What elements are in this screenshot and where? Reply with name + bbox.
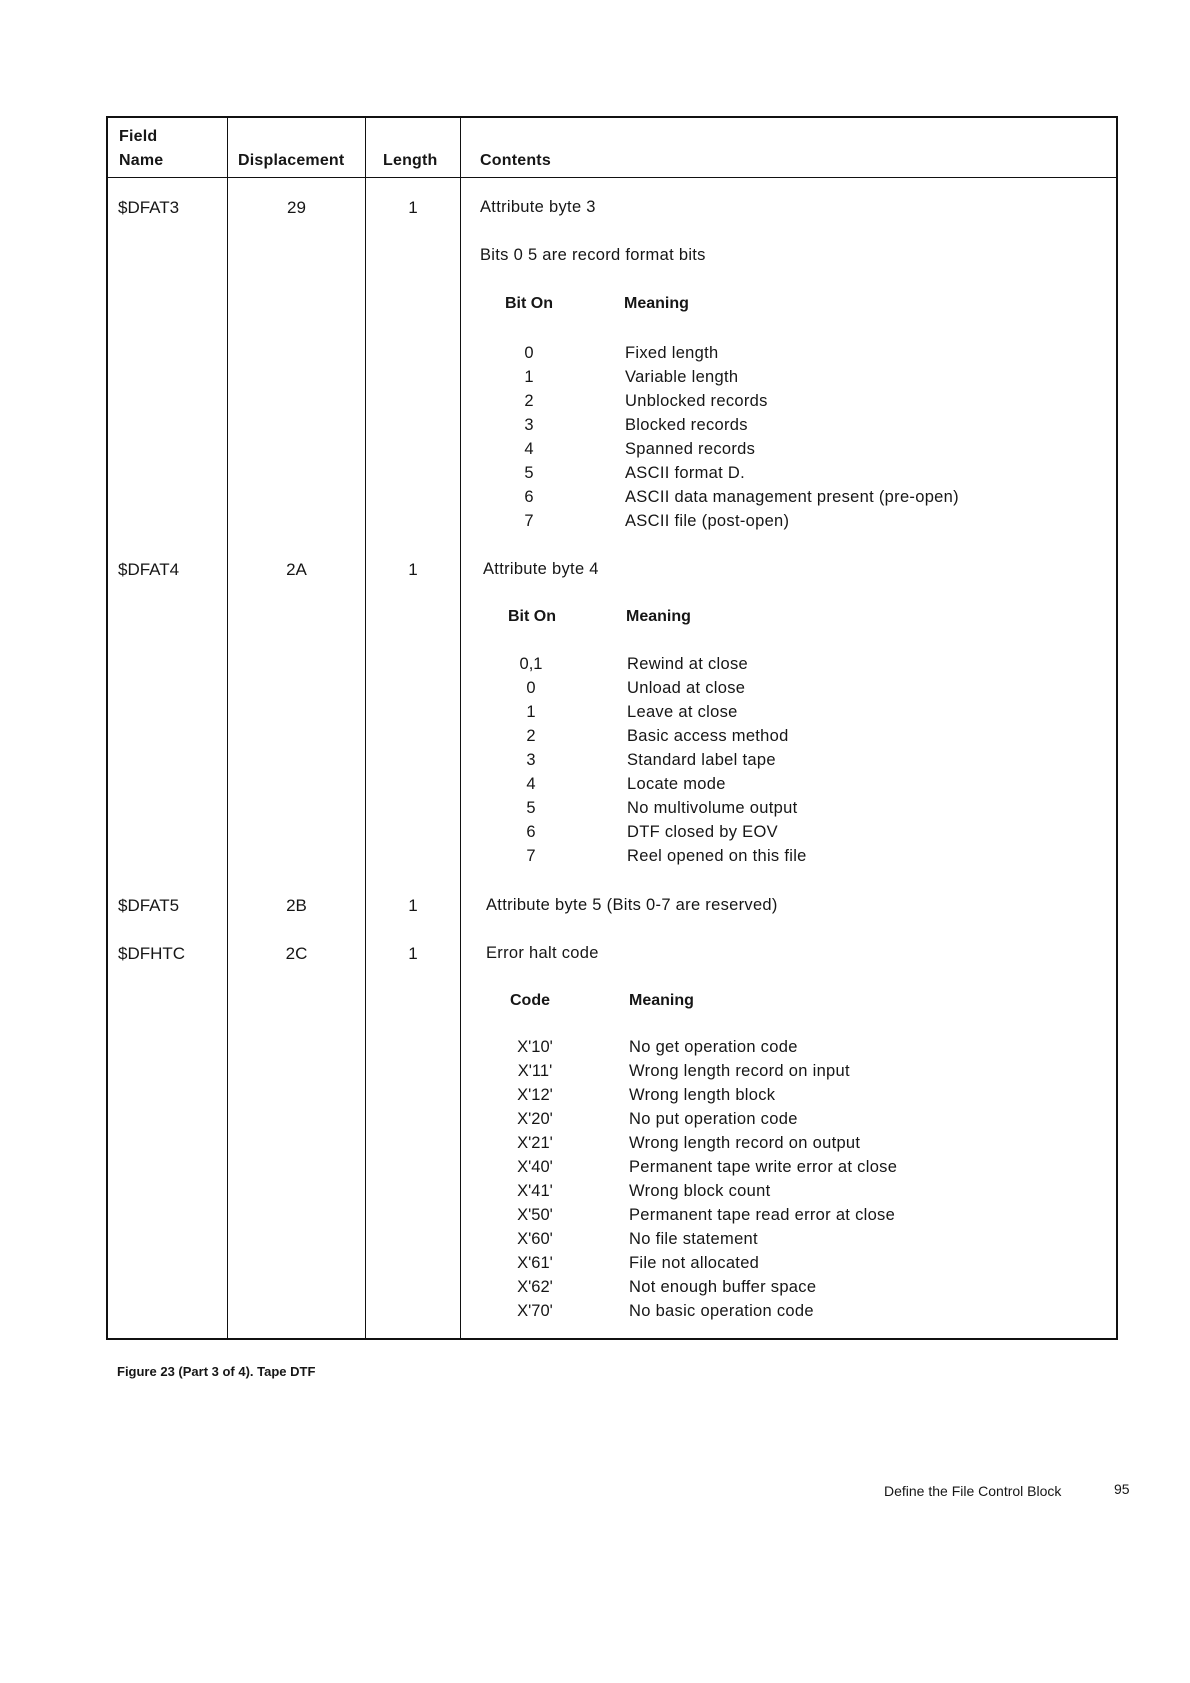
entry-code: X'41' [517, 1182, 553, 1200]
sub-header-code: Bit On [505, 295, 553, 312]
entry-meaning: Wrong length record on input [629, 1062, 850, 1080]
entry-meaning: Wrong length record on output [629, 1134, 861, 1152]
entry-meaning: File not allocated [629, 1254, 760, 1272]
entry-code: 7 [524, 512, 534, 530]
sub-header-meaning: Meaning [626, 608, 691, 625]
displacement-value: 2A [286, 560, 307, 579]
entry-code: 5 [524, 464, 534, 482]
entry-meaning: Standard label tape [627, 751, 776, 769]
figure-caption: Figure 23 (Part 3 of 4). Tape DTF [117, 1364, 316, 1379]
entry-code: X'60' [517, 1230, 553, 1248]
entry-meaning: Spanned records [625, 440, 756, 458]
sub-header-meaning: Meaning [629, 992, 694, 1009]
entry-code: X'12' [517, 1086, 553, 1104]
entry-code: 2 [526, 727, 536, 745]
length-value: 1 [408, 198, 418, 217]
entry-code: 7 [526, 847, 536, 865]
entry-meaning: Basic access method [627, 727, 789, 745]
field-name: $DFAT5 [118, 896, 180, 915]
entry-meaning: Permanent tape write error at close [629, 1158, 898, 1176]
field-name: $DFAT4 [118, 560, 180, 579]
entry-meaning: Locate mode [627, 775, 726, 793]
entry-code: X'50' [517, 1206, 553, 1224]
entry-meaning: Rewind at close [627, 655, 748, 673]
entry-code: 0 [526, 679, 536, 697]
entry-meaning: No put operation code [629, 1110, 798, 1128]
entry-meaning: DTF closed by EOV [627, 823, 778, 841]
entry-meaning: Wrong length block [629, 1086, 776, 1104]
entry-code: 0,1 [519, 655, 543, 673]
entry-meaning: Variable length [625, 368, 739, 386]
entry-code: X'70' [517, 1302, 553, 1320]
entry-meaning: Blocked records [625, 416, 748, 434]
entry-meaning: Permanent tape read error at close [629, 1206, 896, 1224]
entry-code: 5 [526, 799, 536, 817]
entry-code: 4 [526, 775, 536, 793]
sub-header-meaning: Meaning [624, 295, 689, 312]
contents-description: Error halt code [486, 944, 599, 962]
sub-header-code: Code [510, 992, 550, 1009]
field-name: $DFHTC [118, 944, 186, 963]
entry-meaning: Unblocked records [625, 392, 768, 410]
length-value: 1 [408, 560, 418, 579]
contents-note: Bits 0 5 are record format bits [480, 246, 706, 264]
entry-code: X'11' [517, 1062, 553, 1080]
entry-meaning: Reel opened on this file [627, 847, 807, 865]
displacement-value: 29 [287, 198, 306, 217]
entry-code: 1 [524, 368, 534, 386]
header-name: Name [119, 152, 164, 169]
length-value: 1 [408, 896, 418, 915]
field-table [106, 116, 1118, 1340]
entry-meaning: Wrong block count [629, 1182, 771, 1200]
footer-title: Define the File Control Block [884, 1483, 1062, 1499]
contents-description: Attribute byte 3 [480, 198, 596, 216]
column-divider [227, 118, 228, 1338]
entry-meaning: ASCII file (post-open) [625, 512, 790, 530]
entry-code: 2 [524, 392, 534, 410]
field-name: $DFAT3 [118, 198, 180, 217]
header-length: Length [383, 152, 438, 169]
entry-meaning: No basic operation code [629, 1302, 814, 1320]
contents-description: Attribute byte 5 (Bits 0-7 are reserved) [486, 896, 778, 914]
entry-code: 0 [524, 344, 534, 362]
entry-code: X'20' [517, 1110, 553, 1128]
length-value: 1 [408, 944, 418, 963]
entry-code: X'21' [517, 1134, 553, 1152]
displacement-value: 2B [286, 896, 307, 915]
entry-code: X'40' [517, 1158, 553, 1176]
entry-code: 1 [526, 703, 536, 721]
contents-description: Attribute byte 4 [483, 560, 599, 578]
entry-meaning: Not enough buffer space [629, 1278, 817, 1296]
entry-meaning: Unload at close [627, 679, 746, 697]
entry-code: 3 [524, 416, 534, 434]
entry-code: 3 [526, 751, 536, 769]
entry-code: 6 [526, 823, 536, 841]
entry-meaning: No get operation code [629, 1038, 798, 1056]
column-divider [365, 118, 366, 1338]
entry-meaning: Leave at close [627, 703, 738, 721]
page-number: 95 [1114, 1481, 1130, 1497]
header-displacement: Displacement [238, 152, 345, 169]
displacement-value: 2C [285, 944, 308, 963]
sub-header-code: Bit On [508, 608, 556, 625]
entry-code: X'61' [517, 1254, 553, 1272]
entry-code: 4 [524, 440, 534, 458]
entry-meaning: No file statement [629, 1230, 758, 1248]
entry-code: X'10' [517, 1038, 553, 1056]
entry-meaning: ASCII format D. [625, 464, 746, 482]
header-divider [108, 177, 1116, 178]
entry-code: X'62' [517, 1278, 553, 1296]
entry-meaning: Fixed length [625, 344, 719, 362]
entry-meaning: ASCII data management present (pre-open) [625, 488, 959, 506]
column-divider [460, 118, 461, 1338]
header-field: Field [119, 128, 158, 145]
entry-meaning: No multivolume output [627, 799, 798, 817]
header-contents: Contents [480, 152, 551, 169]
entry-code: 6 [524, 488, 534, 506]
